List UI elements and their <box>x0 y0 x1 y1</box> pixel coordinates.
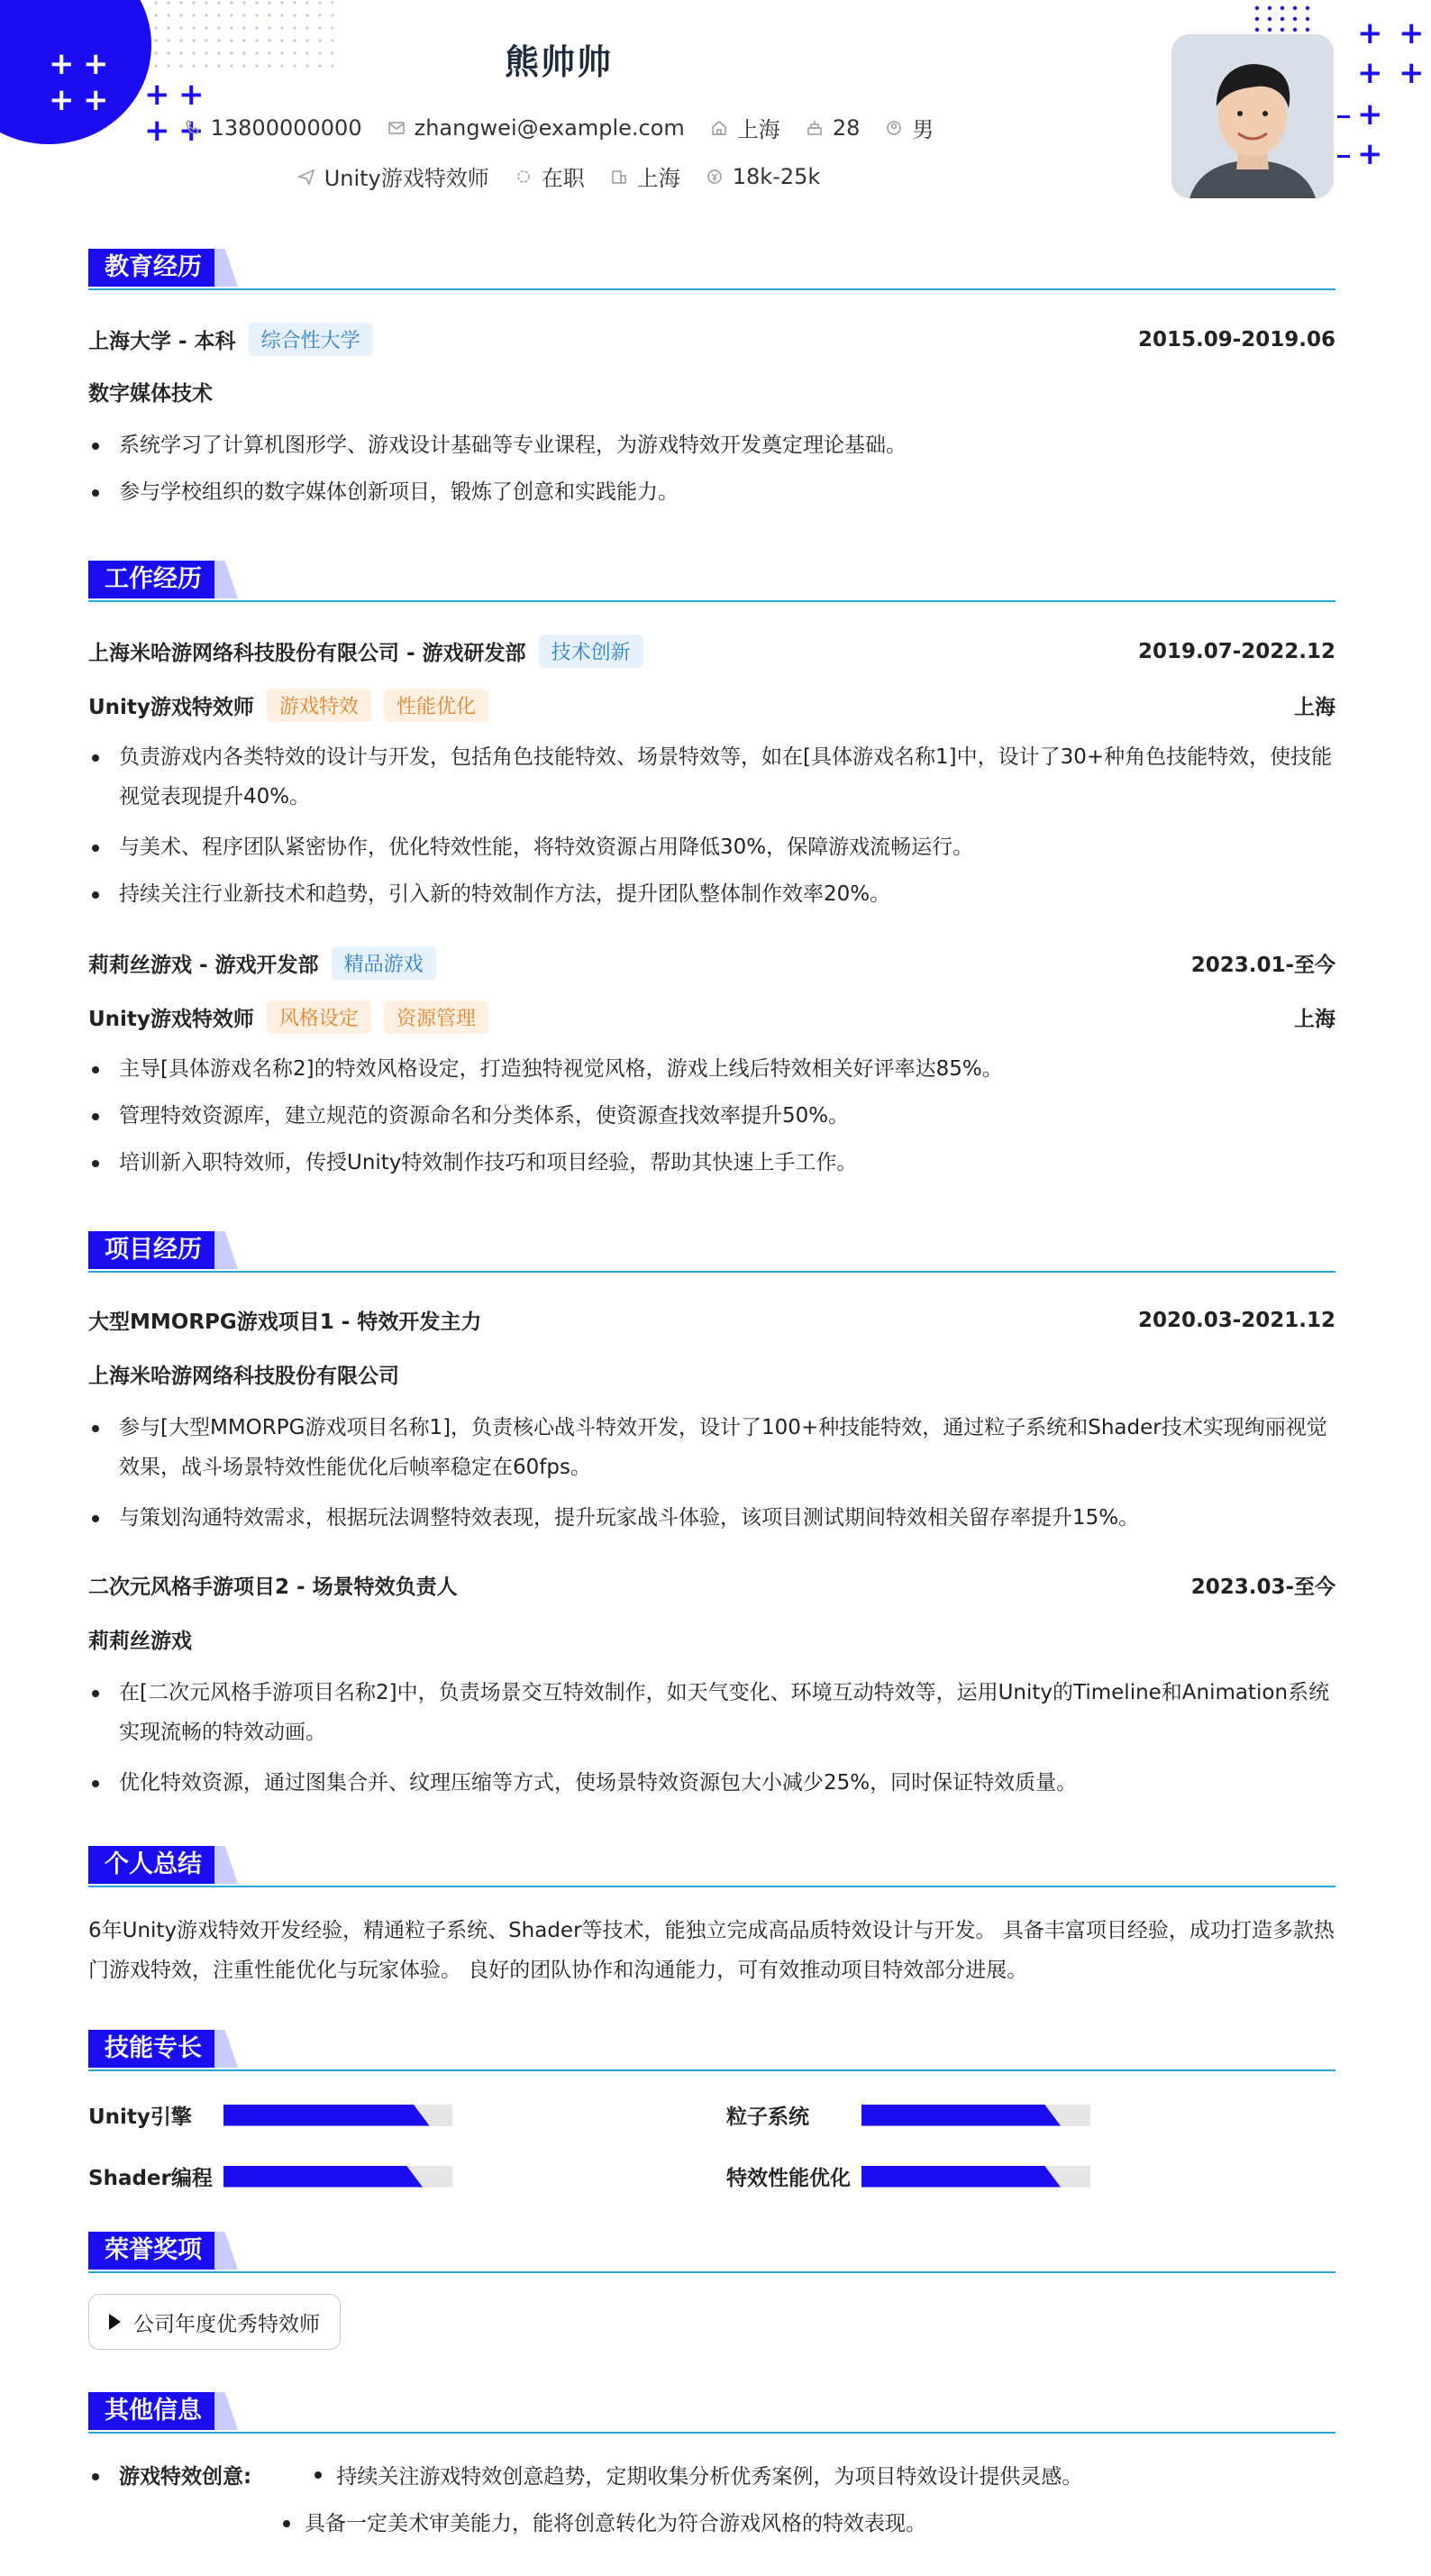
title-tail-decoration <box>214 2232 238 2270</box>
list-item: 优化特效资源，通过图集合并、纹理压缩等方式，使场景特效资源包大小减少25%，同时保证特效质量。 <box>88 1763 1335 1803</box>
bullet-dot <box>314 2471 322 2479</box>
home-icon <box>710 119 728 137</box>
section-title-project: 项目经历 <box>88 1231 218 1269</box>
list-item: 与美术、程序团队紧密协作，优化特效性能，将特效资源占用降低30%，保障游戏流畅运行。 <box>88 827 1335 867</box>
other-label: 游戏特效创意: <box>119 2465 252 2489</box>
plus-icon: + <box>83 46 109 82</box>
skill-item <box>726 2100 1090 2130</box>
project-title: 大型MMORPG游戏项目1 - 特效开发主力 <box>88 1311 482 1334</box>
money-icon <box>706 168 724 186</box>
bullet-dot <box>283 2520 290 2527</box>
project-company: 莉莉丝游戏 <box>88 1630 192 1653</box>
skill-item <box>726 2161 1090 2191</box>
plus-icon: + <box>1357 136 1383 172</box>
skill-bar-fill <box>223 2166 423 2188</box>
project-company-row <box>88 1359 1335 1389</box>
city-item <box>710 112 780 143</box>
company-tag: 精品游戏 <box>332 946 436 980</box>
role-tag: 资源管理 <box>384 1000 488 1034</box>
plus-icon: + <box>49 46 75 82</box>
school-name: 上海大学 - 本科 <box>88 330 236 353</box>
skill-bar <box>223 2105 452 2126</box>
other-item-text: 具备一定美术审美能力，能将创意转化为符合游戏风格的特效表现。 <box>305 2512 926 2535</box>
list-item: 管理特效资源库，建立规范的资源命名和分类体系，使资源查找效率提升50%。 <box>88 1096 1335 1136</box>
plus-icon: + <box>83 82 109 118</box>
cake-icon <box>806 119 824 137</box>
major-row <box>88 377 1335 406</box>
role-tag: 性能优化 <box>384 689 488 722</box>
major-name: 数字媒体技术 <box>88 382 213 406</box>
play-icon <box>109 2314 121 2330</box>
skill-bar-fill <box>223 2105 430 2126</box>
list-item: 培训新入职特效师，传授Unity特效制作技巧和项目经验，帮助其快速上手工作。 <box>88 1143 1335 1183</box>
plus-icon: + <box>178 113 205 149</box>
plus-icon: + <box>178 77 205 113</box>
plus-icon: + <box>1399 15 1425 51</box>
project-date: 2023.03-至今 <box>1190 1576 1335 1599</box>
plus-icon: + <box>1357 15 1383 51</box>
title-tail-decoration <box>214 2392 238 2430</box>
list-item: 负责游戏内各类特效的设计与开发，包括角色技能特效、场景特效等，如在[具体游戏名称1]中，设计了30+种角色技能特效，使技能视觉表现提升40%。 <box>88 737 1335 817</box>
role-row <box>88 689 1335 722</box>
avatar <box>1171 34 1334 198</box>
title-tail-decoration <box>214 561 238 598</box>
plus-icon: + <box>144 77 170 113</box>
skill-bar-fill <box>861 2105 1061 2126</box>
skill-name: Unity引擎 <box>88 2106 192 2129</box>
dash-decoration <box>1337 155 1350 158</box>
salary-item <box>706 164 821 189</box>
section-work <box>88 561 1335 602</box>
skill-bar <box>223 2166 452 2188</box>
title-tail-decoration <box>214 249 238 287</box>
company-name: 上海米哈游网络科技股份有限公司 - 游戏研发部 <box>88 642 526 665</box>
work-location: 上海 <box>1294 696 1335 719</box>
phone-item <box>184 115 362 141</box>
email-text: zhangwei@example.com <box>414 114 685 141</box>
skill-item <box>88 2100 452 2130</box>
user-icon <box>885 119 903 137</box>
project-header <box>88 1305 1335 1335</box>
section-title-skills: 技能专长 <box>88 2030 218 2068</box>
bullet-dot <box>92 2473 99 2480</box>
dash-decoration <box>1337 115 1350 118</box>
list-item <box>88 2504 1335 2544</box>
status-text: 在职 <box>541 166 585 191</box>
project-company-row <box>88 1624 1335 1654</box>
phone-icon <box>184 119 202 137</box>
award-item[interactable] <box>88 2294 341 2350</box>
contact-row <box>0 112 1117 143</box>
list-item: 持续关注行业新技术和趋势，引入新的特效制作方法，提升团队整体制作效率20%。 <box>88 874 1335 914</box>
other-info <box>88 2457 1335 2544</box>
section-project <box>88 1231 1335 1273</box>
project-date: 2020.03-2021.12 <box>1137 1308 1335 1332</box>
section-title-other: 其他信息 <box>88 2392 218 2430</box>
education-header <box>88 323 1335 356</box>
skill-item <box>88 2161 452 2191</box>
section-title-education: 教育经历 <box>88 249 218 287</box>
company-tag: 技术创新 <box>539 635 643 668</box>
target-city-text: 上海 <box>636 166 680 191</box>
role-tag: 风格设定 <box>267 1000 371 1034</box>
project-title: 二次元风格手游项目2 - 场景特效负责人 <box>88 1576 458 1599</box>
mail-icon <box>387 119 406 137</box>
other-label-row <box>88 2457 1335 2497</box>
other-item-text: 持续关注游戏特效创意趋势，定期收集分析优秀案例，为项目特效设计提供灵感。 <box>336 2465 1083 2489</box>
candidate-name: 熊帅帅 <box>504 42 613 82</box>
plus-icon: + <box>1357 96 1383 132</box>
list-item: 系统学习了计算机图形学、游戏设计基础等专业课程，为游戏特效开发奠定理论基础。 <box>88 425 1335 465</box>
list-item: 参与学校组织的数字媒体创新项目，锻炼了创意和实践能力。 <box>88 472 1335 512</box>
section-other <box>88 2392 1335 2434</box>
position-text: Unity游戏特效师 <box>324 166 489 191</box>
gender-text: 男 <box>912 117 934 142</box>
list-item: 参与[大型MMORPG游戏项目名称1]，负责核心战斗特效开发，设计了100+种技能特效，通过粒子系统和Shader技术实现绚丽视觉效果，战斗场景特效性能优化后帧率稳定在60fps。 <box>88 1408 1335 1487</box>
skill-name: 特效性能优化 <box>726 2167 851 2190</box>
work-header <box>88 635 1335 668</box>
plus-icon: + <box>144 113 170 149</box>
age-item <box>806 115 861 141</box>
section-skills <box>88 2030 1335 2071</box>
work-date: 2023.01-至今 <box>1190 954 1335 977</box>
project-company: 上海米哈游网络科技股份有限公司 <box>88 1365 399 1388</box>
skill-bar-fill <box>861 2166 1061 2188</box>
section-title-summary: 个人总结 <box>88 1846 218 1884</box>
phone-text: 13800000000 <box>210 114 362 141</box>
salary-text: 18k-25k <box>732 163 821 189</box>
summary-text: 6年Unity游戏特效开发经验，精通粒子系统、Shader等技术，能独立完成高品质特效设计与开发。 具备丰富项目经验，成功打造多款热门游戏特效，注重性能优化与玩家体验。 良好的团队协作和沟通能力，可有效推动项目特效部分进展。 <box>88 1919 1335 1982</box>
title-tail-decoration <box>214 2030 238 2068</box>
work-date: 2019.07-2022.12 <box>1137 639 1335 663</box>
gender-item <box>885 112 934 143</box>
send-icon <box>297 168 315 186</box>
skill-bar <box>861 2166 1090 2188</box>
role-row <box>88 1000 1335 1034</box>
work-location: 上海 <box>1294 1008 1335 1031</box>
email-item <box>387 115 685 141</box>
plus-icon: + <box>49 82 75 118</box>
skill-bar <box>861 2105 1090 2126</box>
award-name: 公司年度优秀特效师 <box>133 2312 320 2336</box>
title-tail-decoration <box>214 1231 238 1269</box>
skill-name: 粒子系统 <box>726 2106 809 2129</box>
section-education <box>88 249 1335 290</box>
building-icon <box>610 168 628 186</box>
list-item <box>311 2465 1082 2489</box>
company-name: 莉莉丝游戏 - 游戏开发部 <box>88 954 319 977</box>
city-text: 上海 <box>736 117 780 142</box>
skill-name: Shader编程 <box>88 2167 213 2190</box>
list-item: 在[二次元风格手游项目名称2]中，负责场景交互特效制作，如天气变化、环境互动特效等，运用Unity的Timeline和Animation系统实现流畅的特效动画。 <box>88 1673 1335 1752</box>
work-header <box>88 946 1335 980</box>
section-honors <box>88 2232 1335 2273</box>
school-tag: 综合性大学 <box>249 323 373 356</box>
education-date: 2015.09-2019.06 <box>1137 327 1335 352</box>
role-name: Unity游戏特效师 <box>88 1008 254 1031</box>
position-item <box>297 160 489 192</box>
role-name: Unity游戏特效师 <box>88 696 254 719</box>
age-text: 28 <box>832 114 861 141</box>
target-city-item <box>610 160 680 192</box>
role-tag: 游戏特效 <box>267 689 371 722</box>
status-item <box>515 160 585 192</box>
list-item: 与策划沟通特效需求，根据玩法调整特效表现，提升玩家战斗体验，该项目测试期间特效相关留存率提升15%。 <box>88 1498 1335 1538</box>
dot-grid-decoration <box>1254 5 1312 38</box>
job-intent-row <box>0 160 1117 192</box>
section-title-work: 工作经历 <box>88 561 218 598</box>
list-item: 主导[具体游戏名称2]的特效风格设定，打造独特视觉风格，游戏上线后特效相关好评率达85%。 <box>88 1049 1335 1089</box>
project-header <box>88 1570 1335 1600</box>
plus-icon: + <box>1357 55 1383 91</box>
section-title-honors: 荣誉奖项 <box>88 2232 218 2270</box>
plus-icon: + <box>1399 55 1425 91</box>
status-icon <box>515 168 533 186</box>
title-tail-decoration <box>214 1846 238 1884</box>
section-summary <box>88 1846 1335 1887</box>
